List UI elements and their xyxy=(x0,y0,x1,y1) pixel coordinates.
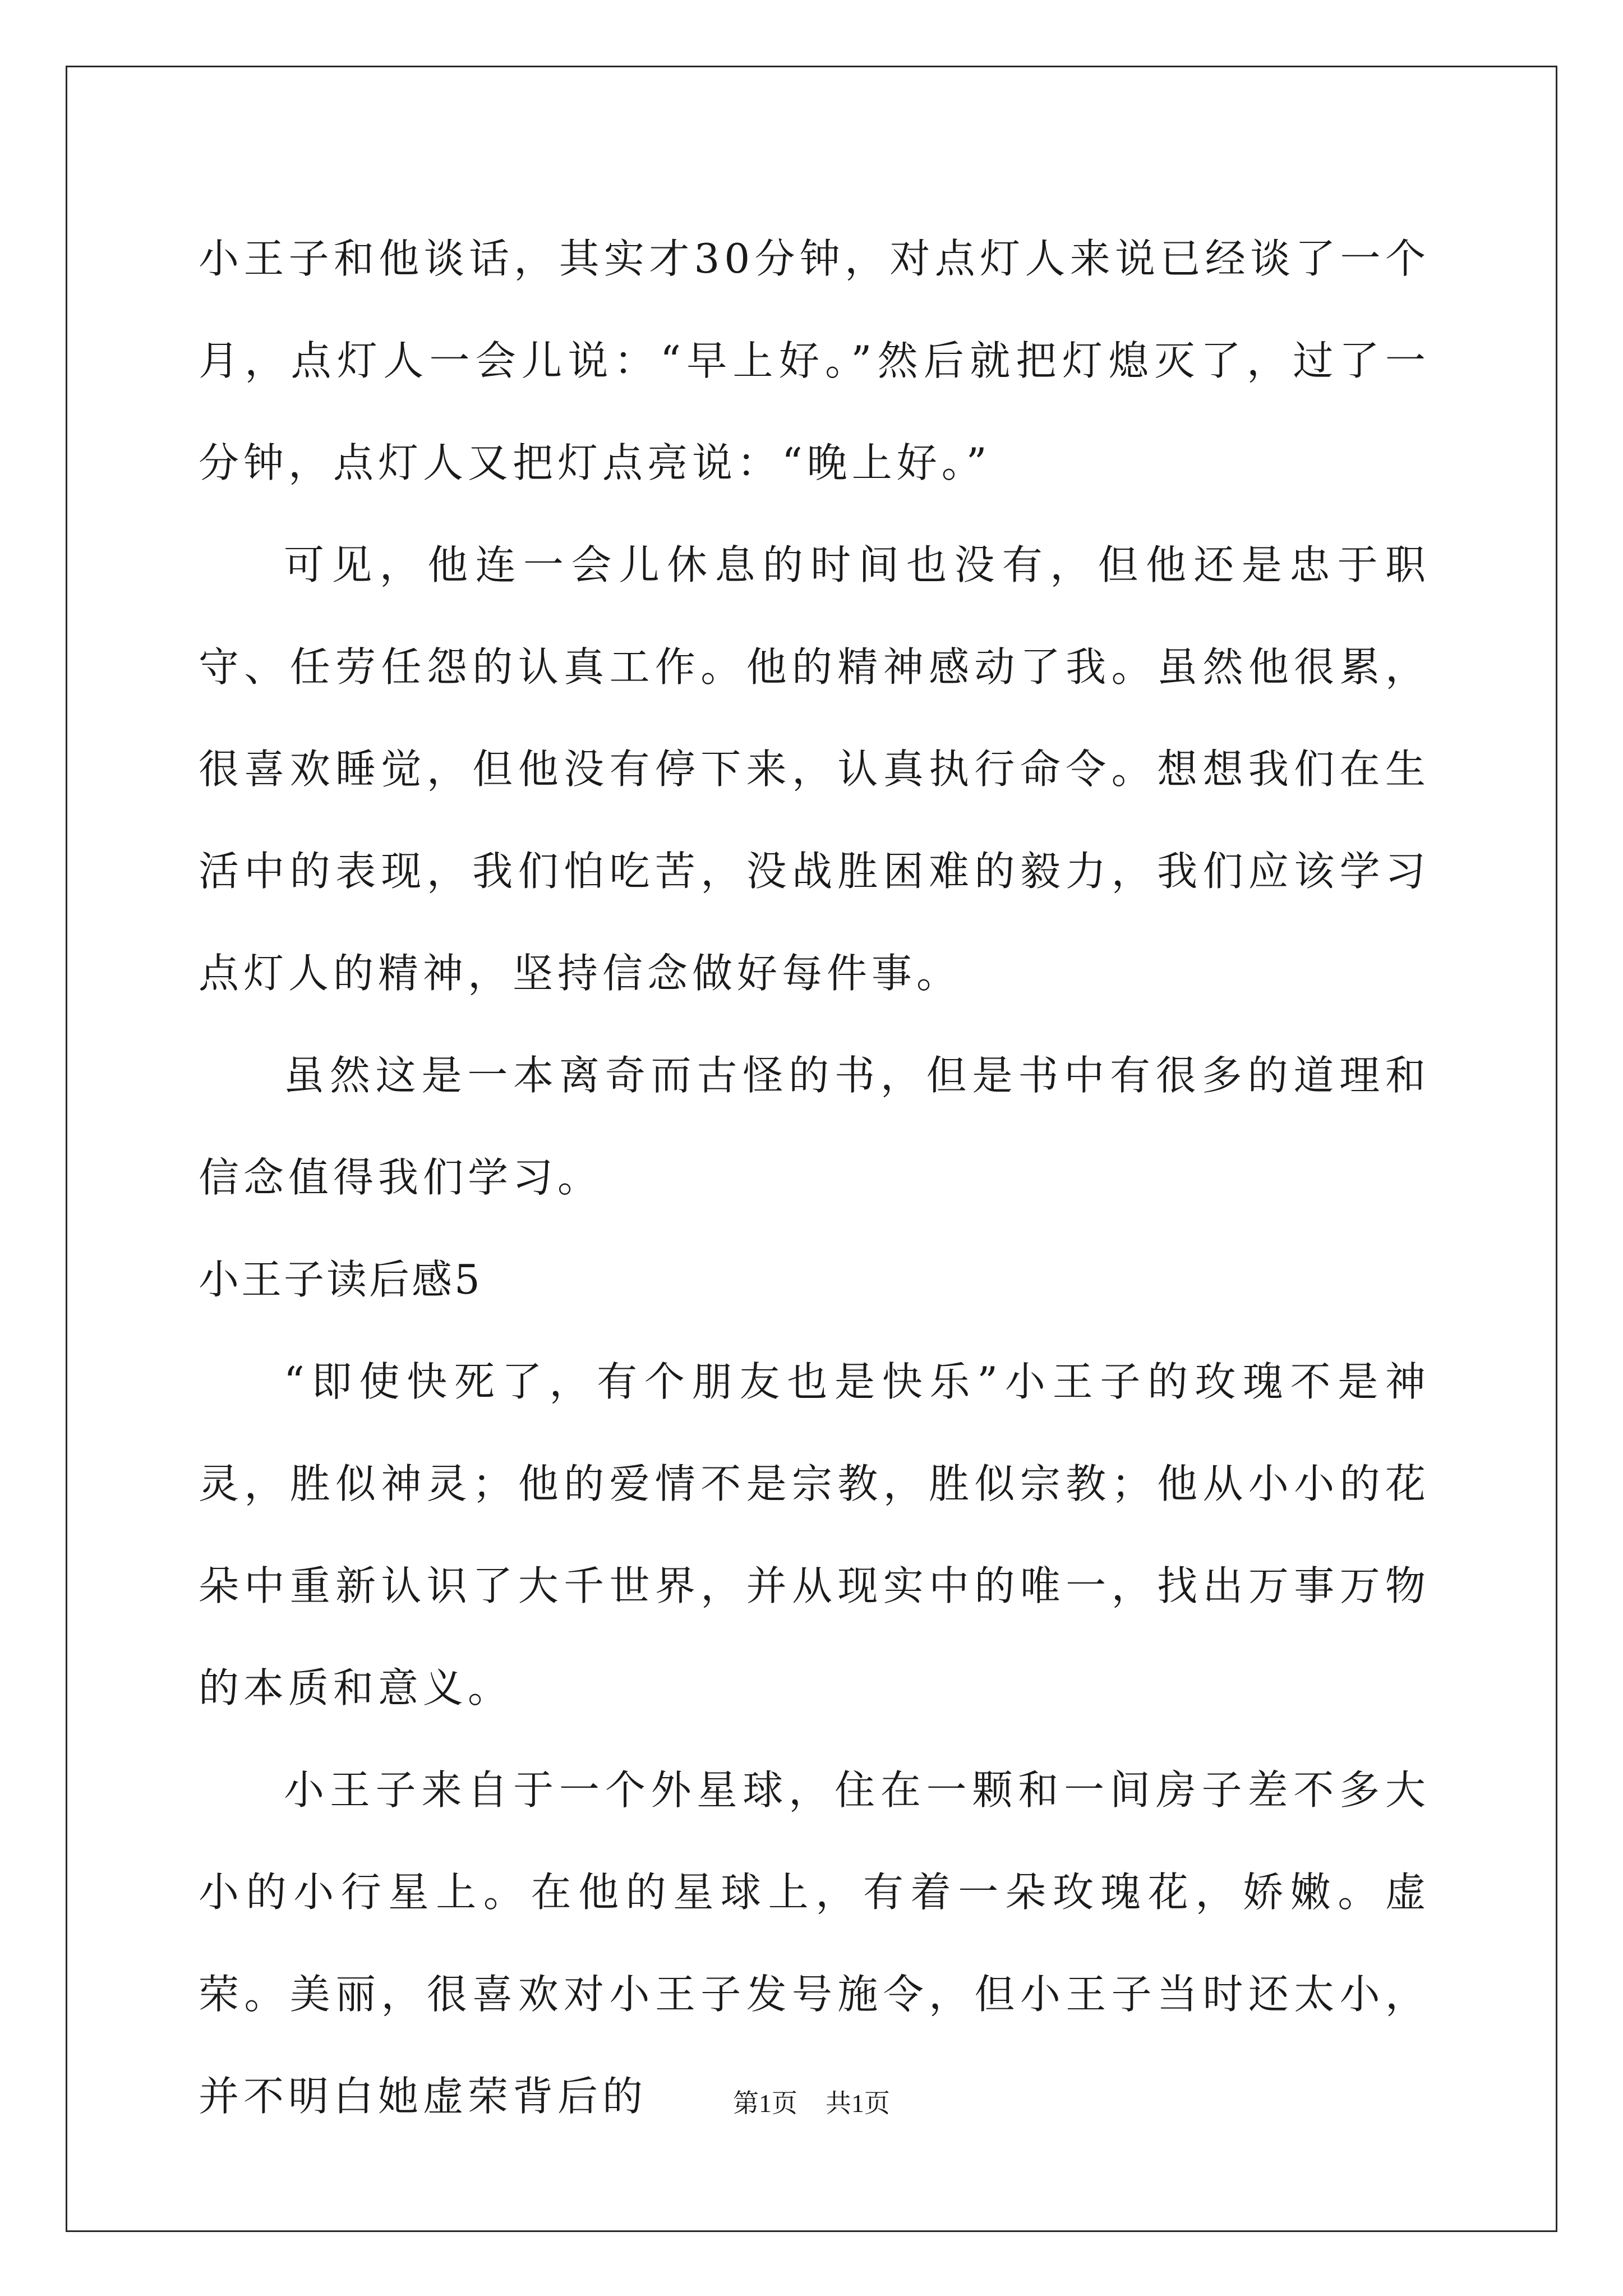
paragraph-4: “即使快死了，有个朋友也是快乐”小王子的玫瑰不是神灵，胜似神灵；他的爱情不是宗教，胜似宗教；他从小小的花朵中重新认识了大千世界，并从现实中的唯一，找出万事万物的本质和意义。 xyxy=(199,1358,1430,1711)
page-footer xyxy=(0,2087,1623,2120)
paragraph-5: 小王子来自于一个外星球，住在一颗和一间房子差不多大小的小行星上。在他的星球上，有着一朵玫瑰花，娇嫩。虚荣。美丽，很喜欢对小王子发号施令，但小王子当时还太小，并不明白她虚荣背后的 xyxy=(199,1766,1430,2120)
paragraph-2: 可见，他连一会儿休息的时间也没有，但他还是忠于职守、任劳任怨的认真工作。他的精神感动了我。虽然他很累，很喜欢睡觉，但他没有停下来，认真执行命令。想想我们在生活中的表现，我们怕吃苦，没战胜困难的毅力，我们应该学习点灯人的精神，坚持信念做好每件事。 xyxy=(199,541,1430,997)
paragraph-1: 小王子和他谈话，其实才30分钟，对点灯人来说已经谈了一个月，点灯人一会儿说：“早上好。”然后就把灯熄灭了，过了一分钟，点灯人又把灯点亮说：“晚上好。” xyxy=(199,235,1430,486)
section-heading: 小王子读后感5 xyxy=(199,1256,482,1303)
page-number: 第1页 xyxy=(733,2089,797,2118)
paragraph-3: 虽然这是一本离奇而古怪的书，但是书中有很多的道理和信念值得我们学习。 xyxy=(199,1052,1430,1201)
document-body xyxy=(199,208,1430,2147)
page-total: 共1页 xyxy=(826,2089,890,2118)
